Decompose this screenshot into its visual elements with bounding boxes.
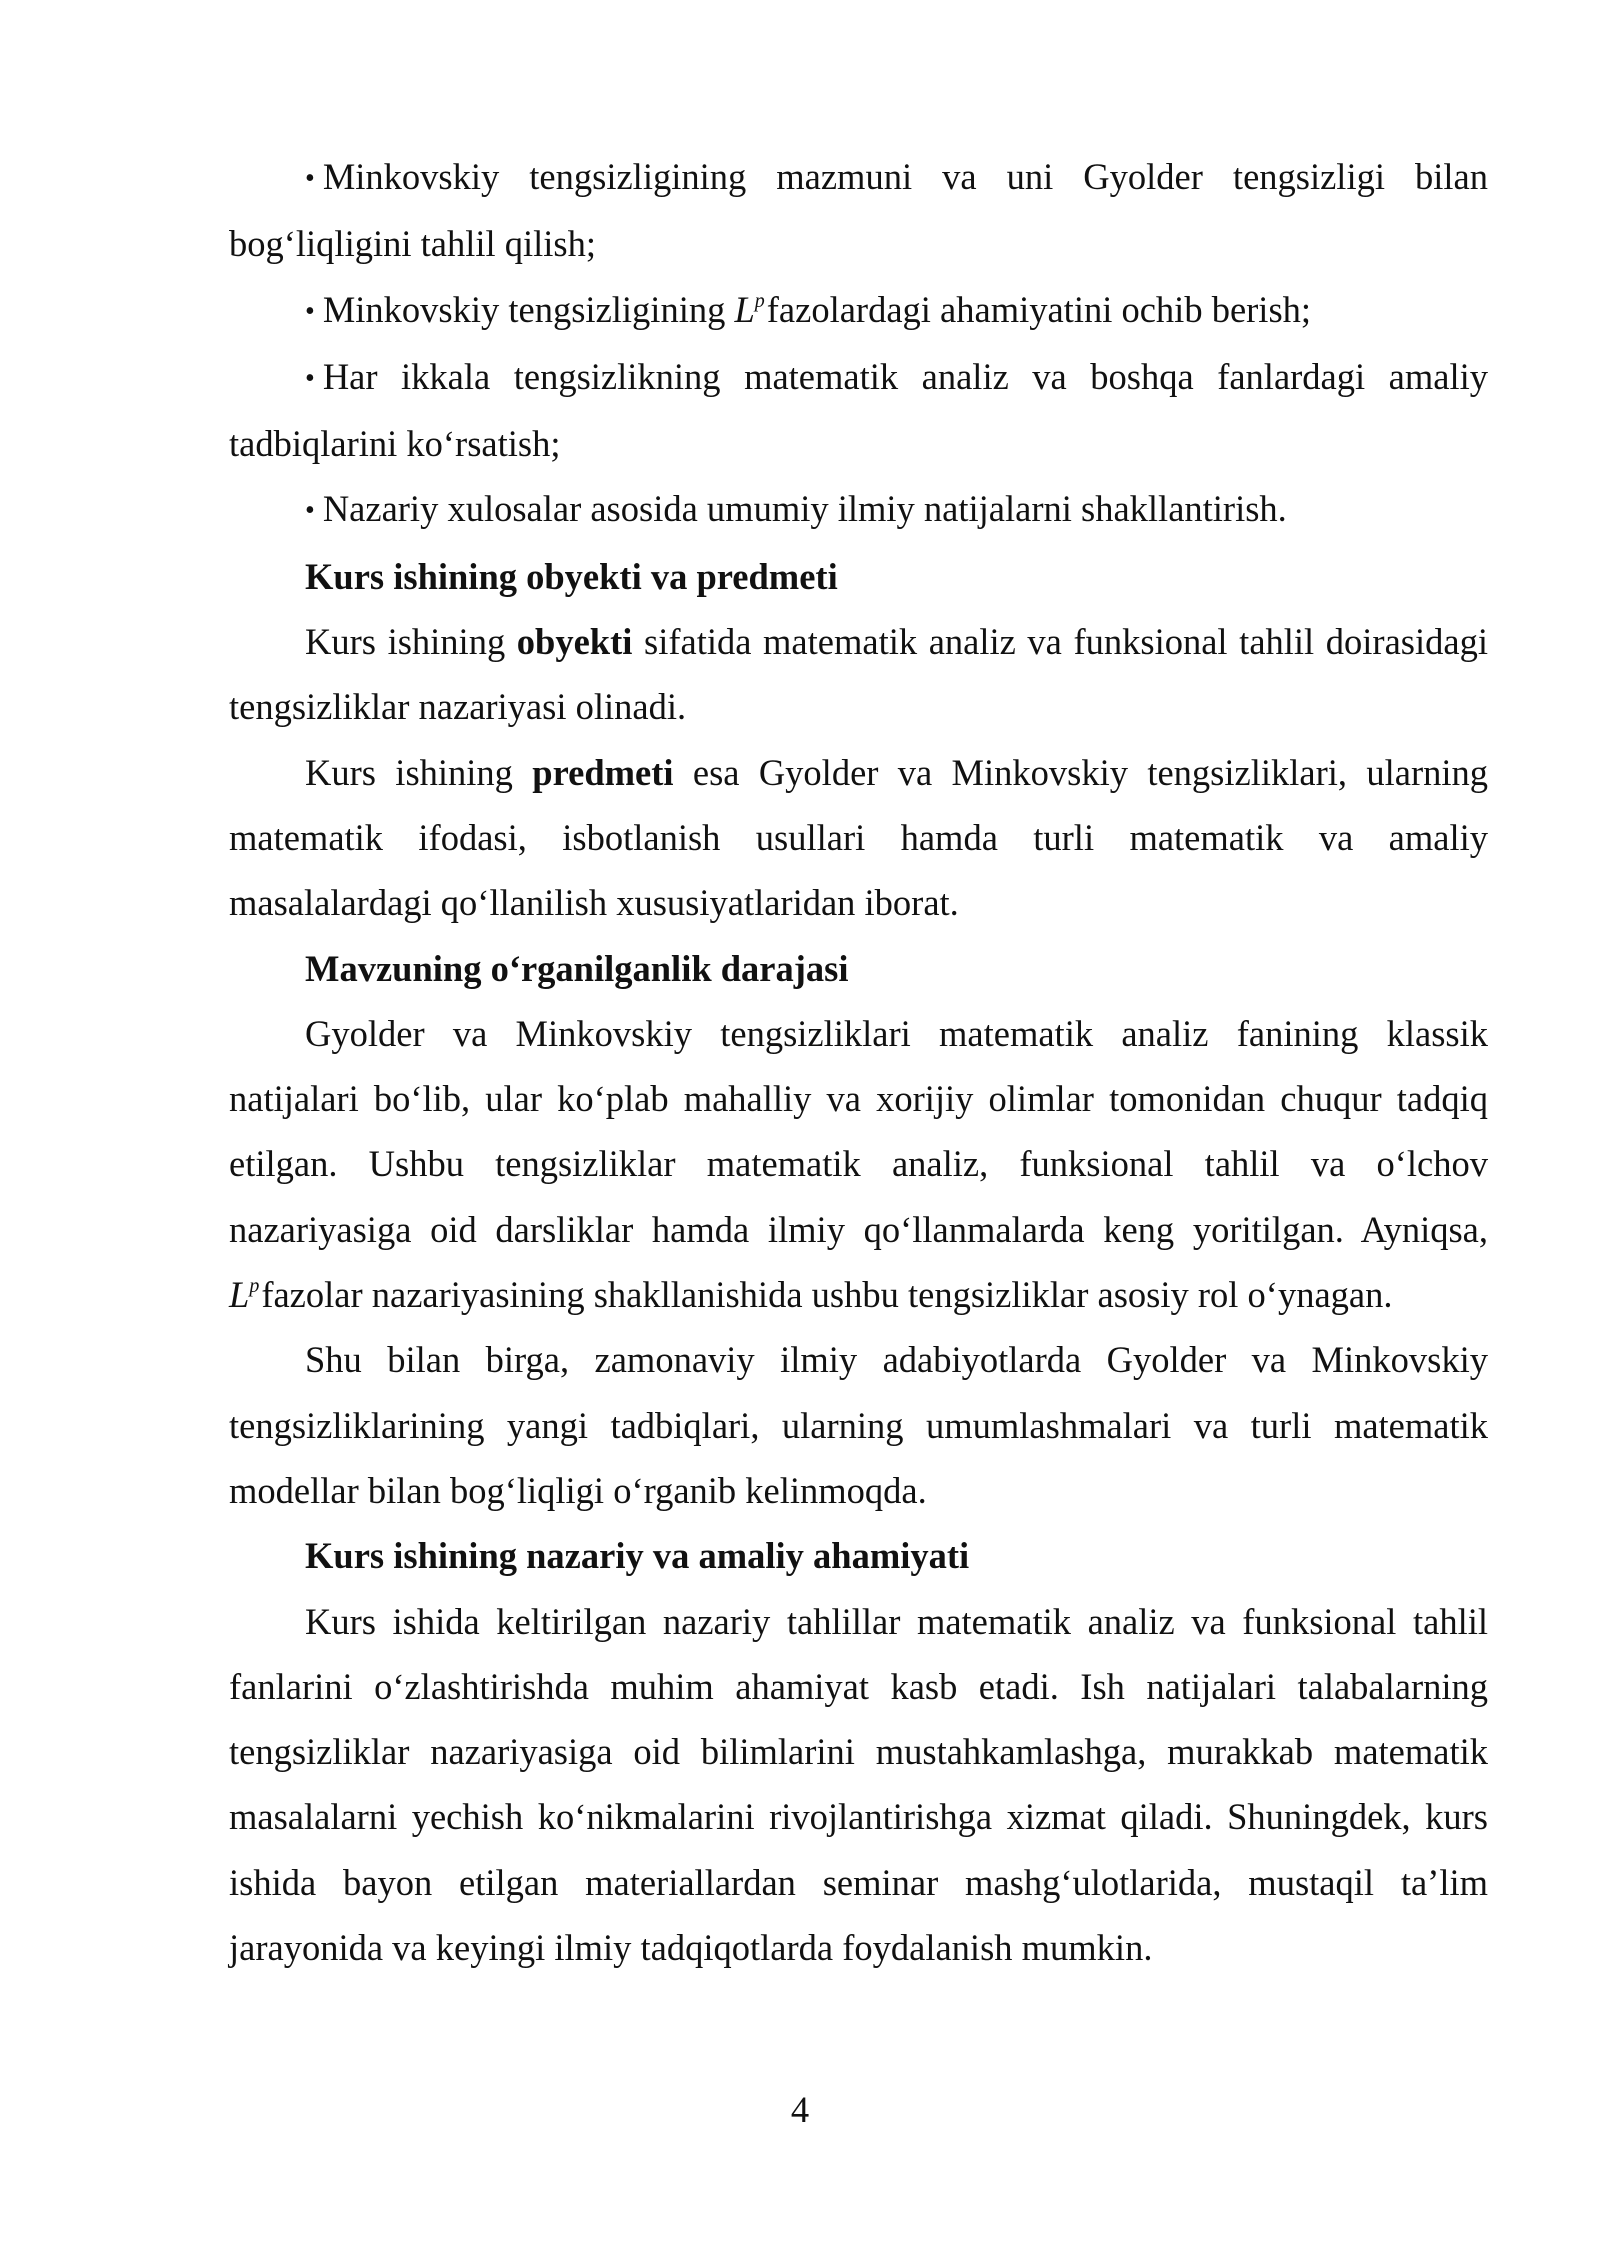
bullet-item-3 <box>229 344 1488 477</box>
math-base: L <box>229 1274 250 1316</box>
bullet-dot-icon: • <box>305 495 315 527</box>
heading-study-level: Mavzuning o‘rganilganlik darajasi <box>305 947 849 989</box>
paragraph-study-2: Shu bilan birga, zamonaviy ilmiy adabiyotlarda Gyolder va Minkovskiy tengsizliklarining yangi tadbiqlari, ularning umumlashmalari va turli matematik modellar bilan bog‘liqligi o‘rganib kelinmoqda. <box>229 1339 1488 1511</box>
bullet-text: Minkovskiy tengsizligining mazmuni va uni Gyolder tengsizligi bilan bog‘liqligini tahlil qilish; <box>229 156 1488 265</box>
bold-term-subject: predmeti <box>532 751 674 793</box>
bullet-item-4 <box>229 476 1488 543</box>
bold-term-object: obyekti <box>516 621 633 663</box>
heading-object-subject: Kurs ishining obyekti va predmeti <box>305 555 838 597</box>
bullet-item-2 <box>229 277 1488 344</box>
document-body <box>229 144 1488 1980</box>
heading-importance: Kurs ishining nazariy va amaliy ahamiyati <box>305 1535 970 1577</box>
bullet-dot-icon: • <box>305 362 315 394</box>
bullet-text: Nazariy xulosalar asosida umumiy ilmiy natijalarni shakllantirish. <box>322 488 1287 530</box>
paragraph-subject <box>229 740 1488 936</box>
math-sup: p <box>754 289 765 312</box>
math-sup: p <box>249 1275 260 1298</box>
bullet-text-before: Minkovskiy tengsizligining <box>322 288 735 330</box>
text-run: esa Gyolder va Minkovskiy tengsizliklari, ularning matematik ifodasi, isbotlanish usullari hamda turli matematik va amaliy masalalardagi qo‘llanilish xususiyatlaridan iborat. <box>229 751 1488 924</box>
math-lp <box>229 1274 261 1315</box>
text-run: Gyolder va Minkovskiy tengsizliklari matematik analiz fanining klassik natijalari bo‘lib, ular ko‘plab mahalliy va xorijiy olimlar tomonidan chuqur tadqiq etilgan. Ushbu tengsizliklar matematik analiz, funksional tahlil va o‘lchov nazariyasiga oid darsliklar hamda ilmiy qo‘llanmalarda keng yoritilgan. Ayniqsa, <box>229 1012 1488 1250</box>
page-number: 4 <box>790 2089 810 2130</box>
math-base: L <box>734 288 755 330</box>
text-run: sifatida matematik analiz va funksional tahlil doirasidagi tengsizliklar nazariyasi olinadi. <box>229 621 1488 728</box>
bullet-text-after: fazolardagi ahamiyatini ochib berish; <box>766 288 1312 330</box>
text-run: fazolar nazariyasining shakllanishida ushbu tengsizliklar asosiy rol o‘ynagan. <box>261 1274 1393 1316</box>
paragraph-importance: Kurs ishida keltirilgan nazariy tahlillar matematik analiz va funksional tahlil fanlarini o‘zlashtirishda muhim ahamiyat kasb etadi. Ish natijalari talabalarning tengsizliklar nazariyasiga oid bilimlarini mustahkamlashga, murakkab matematik masalalarni yechish ko‘nikmalarini rivojlantirishga xizmat qiladi. Shuningdek, kurs ishida bayon etilgan materiallardan seminar mashg‘ulotlarida, mustaqil ta’lim jarayonida va keyingi ilmiy tadqiqotlarda foydalanish mumkin. <box>229 1600 1488 1969</box>
text-run: Kurs ishining <box>305 621 517 663</box>
text-run: Kurs ishining <box>305 751 533 793</box>
paragraph-study-1 <box>229 1001 1488 1327</box>
bullet-text: Har ikkala tengsizlikning matematik analiz va boshqa fanlardagi amaliy tadbiqlarini ko‘rsatish; <box>229 355 1488 465</box>
paragraph-object <box>229 609 1488 740</box>
bullet-item-1 <box>229 144 1488 277</box>
bullet-dot-icon: • <box>305 163 315 194</box>
bullet-dot-icon: • <box>305 295 315 327</box>
math-lp <box>734 289 766 330</box>
